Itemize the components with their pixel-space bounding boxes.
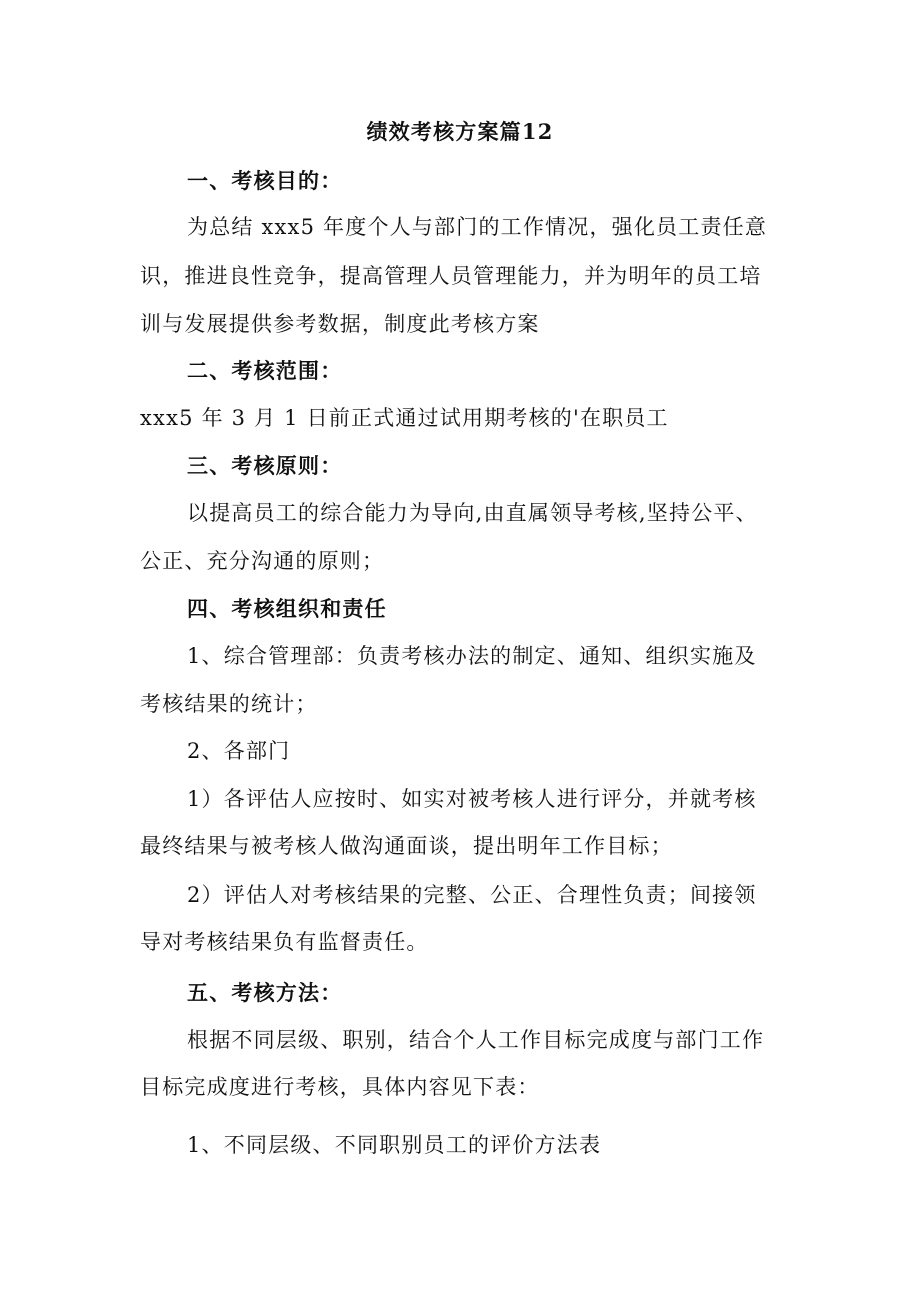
paragraph-line: 导对考核结果负有监督责任。 — [140, 930, 429, 954]
section-heading-organization: 四、考核组织和责任 — [187, 596, 387, 621]
section-heading-principle: 三、考核原则： — [187, 453, 343, 478]
section-heading-purpose: 一、考核目的： — [187, 168, 343, 193]
paragraph-line: 公正、充分沟通的原则； — [140, 549, 385, 573]
page-title: 绩效考核方案篇12 — [366, 119, 554, 144]
paragraph-line: xxx5 年 3 月 1 日前正式通过试用期考核的'在职员工 — [140, 406, 669, 430]
paragraph-line: 训与发展提供参考数据，制度此考核方案 — [140, 312, 540, 336]
paragraph-line: 考核结果的统计； — [140, 692, 318, 716]
paragraph-line: 以提高员工的综合能力为导向,由直属领导考核,坚持公平、 — [187, 501, 758, 525]
section-heading-method: 五、考核方法： — [187, 980, 343, 1005]
paragraph-line: 最终结果与被考核人做沟通面谈，提出明年工作目标； — [140, 834, 673, 858]
section-heading-scope: 二、考核范围： — [187, 358, 343, 383]
list-item: 1、不同层级、不同职别员工的评价方法表 — [187, 1133, 602, 1157]
paragraph-line: 为总结 xxx5 年度个人与部门的工作情况，强化员工责任意 — [187, 215, 768, 239]
paragraph-line: 目标完成度进行考核，具体内容见下表： — [140, 1075, 540, 1099]
list-item: 1、综合管理部：负责考核办法的制定、通知、组织实施及 — [187, 644, 757, 668]
list-item: 1）各评估人应按时、如实对被考核人进行评分，并就考核 — [187, 787, 757, 811]
list-item: 2、各部门 — [187, 739, 291, 763]
paragraph-line: 根据不同层级、职别，结合个人工作目标完成度与部门工作 — [187, 1028, 765, 1052]
list-item: 2）评估人对考核结果的完整、公正、合理性负责；间接领 — [187, 883, 757, 907]
paragraph-line: 识，推进良性竞争，提高管理人员管理能力，并为明年的员工培 — [140, 264, 762, 288]
